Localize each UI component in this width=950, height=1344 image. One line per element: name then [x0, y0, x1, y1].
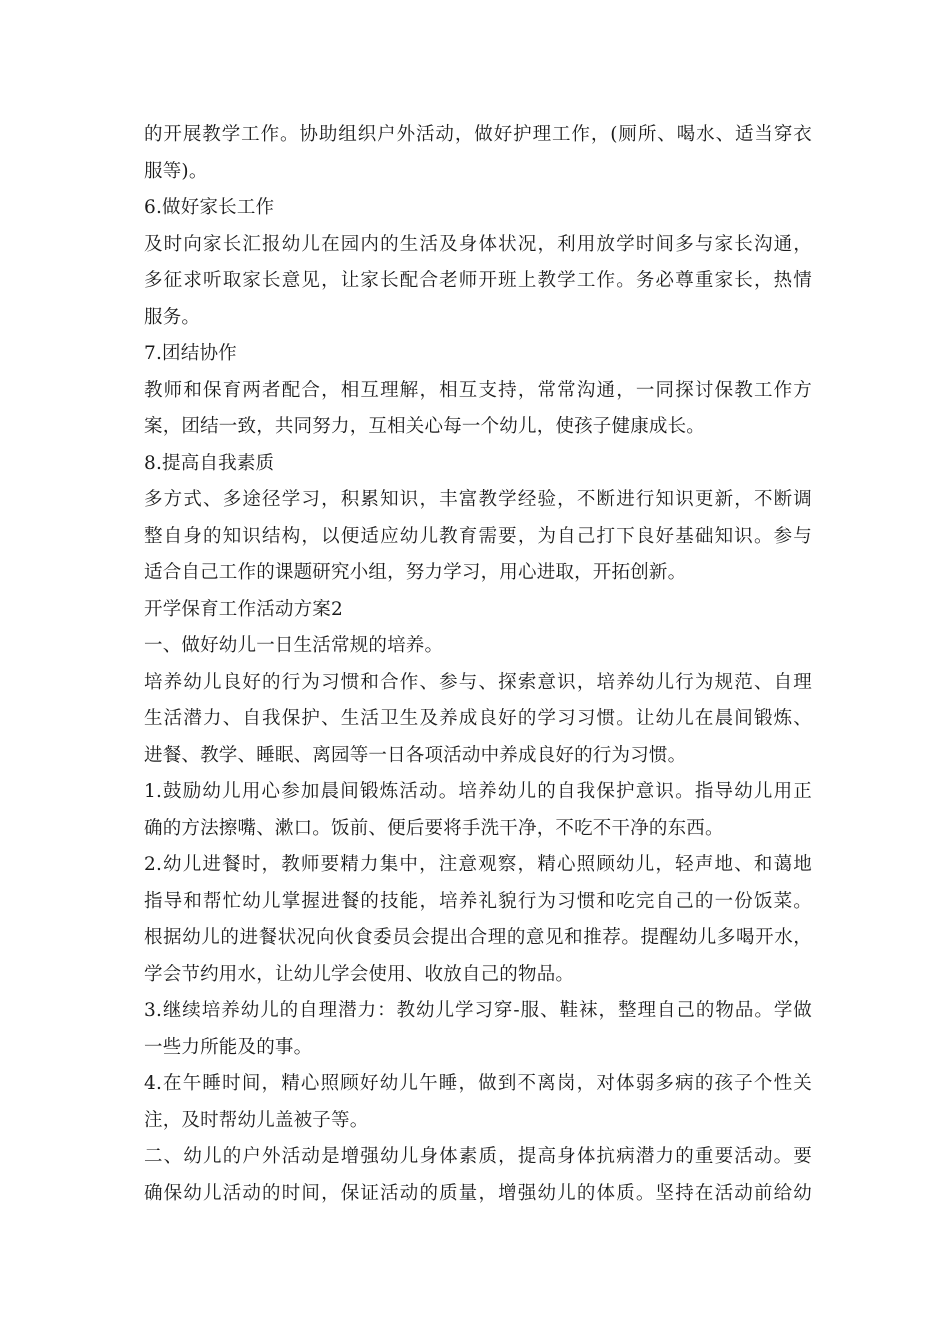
text-line: 及时向家长汇报幼儿在园内的生活及身体状况，利用放学时间多与家长沟通， [144, 233, 812, 255]
text-line: 注，及时帮幼儿盖被子等。 [144, 1109, 369, 1131]
text-line: 2.幼儿进餐时，教师要精力集中，注意观察，精心照顾幼儿，轻声地、和蔼地 [144, 854, 812, 875]
text-line: 根据幼儿的进餐状况向伙食委员会提出合理的意见和推荐。提醒幼儿多喝开水， [144, 927, 812, 948]
text-line: 进餐、教学、睡眠、离园等一日各项活动中养成良好的行为习惯。 [144, 744, 687, 766]
text-line: 的开展教学工作。协助组织户外活动，做好护理工作，(厕所、喝水、适当穿衣 [144, 124, 812, 145]
text-line: 服务。 [144, 306, 201, 328]
text-line: 确的方法擦嘴、漱口。饭前、便后要将手洗干净，不吃不干净的东西。 [144, 817, 724, 839]
text-line: 7.团结协作 [144, 343, 237, 364]
text-line: 培养幼儿良好的行为习惯和合作、参与、探索意识，培养幼儿行为规范、自理 [144, 671, 812, 693]
text-line: 确保幼儿活动的时间，保证活动的质量，增强幼儿的体质。坚持在活动前给幼 [144, 1182, 812, 1204]
text-line: 多征求听取家长意见，让家长配合老师开班上教学工作。务必尊重家长，热情 [144, 270, 812, 291]
text-line: 1.鼓励幼儿用心参加晨间锻炼活动。培养幼儿的自我保护意识。指导幼儿用正 [144, 781, 812, 802]
text-line: 二、幼儿的户外活动是增强幼儿身体素质，提高身体抗病潜力的重要活动。要 [144, 1146, 812, 1167]
text-line: 多方式、多途径学习，积累知识，丰富教学经验，不断进行知识更新，不断调 [144, 489, 812, 510]
text-line: 4.在午睡时间，精心照顾好幼儿午睡，做到不离岗，对体弱多病的孩子个性关 [144, 1073, 812, 1094]
text-line: 服等)。 [144, 160, 208, 182]
text-line: 6.做好家长工作 [144, 197, 275, 218]
text-line: 案，团结一致，共同努力，互相关心每一个幼儿，使孩子健康成长。 [144, 416, 706, 437]
text-line: 适合自己工作的课题研究小组，努力学习，用心进取，开拓创新。 [144, 562, 687, 583]
document-body [144, 117, 812, 1212]
text-line: 一些力所能及的事。 [144, 1036, 313, 1058]
text-line: 3.继续培养幼儿的自理潜力：教幼儿学习穿-服、鞋袜，整理自己的物品。学做 [144, 1000, 812, 1021]
text-line: 整自身的知识结构，以便适应幼儿教育需要，为自己打下良好基础知识。参与 [144, 525, 812, 547]
text-line: 学会节约用水，让幼儿学会使用、收放自己的物品。 [144, 963, 575, 985]
text-line: 指导和帮忙幼儿掌握进餐的技能，培养礼貌行为习惯和吃完自己的一份饭菜。 [144, 890, 812, 912]
text-line: 教师和保育两者配合，相互理解，相互支持，常常沟通，一同探讨保教工作方 [144, 379, 812, 401]
text-line: 生活潜力、自我保护、生活卫生及养成良好的学习习惯。让幼儿在晨间锻炼、 [144, 708, 812, 729]
text-line: 8.提高自我素质 [144, 452, 275, 474]
text-line: 开学保育工作活动方案2 [144, 598, 343, 620]
text-line: 一、做好幼儿一日生活常规的培养。 [144, 635, 444, 656]
